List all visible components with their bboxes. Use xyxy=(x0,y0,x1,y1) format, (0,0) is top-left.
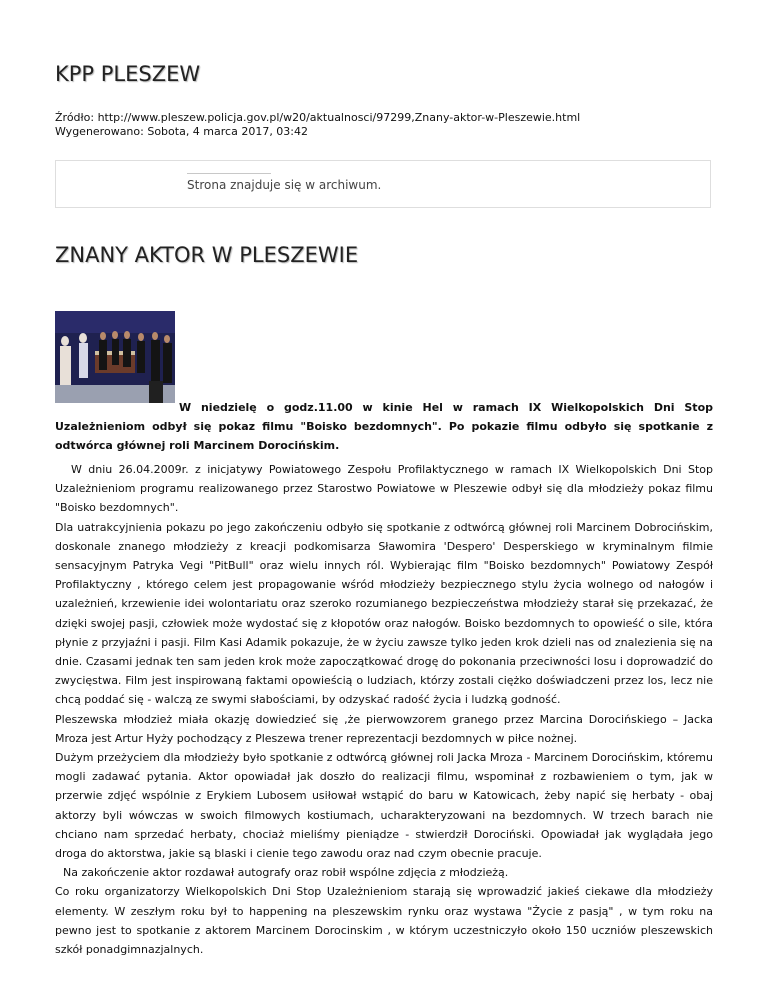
article-lead-text: W niedzielę o godz.11.00 w kinie Hel w ramach IX Wielkopolskich Dni Stop Uzależnieniom odbył się pokaz filmu "Boisko bezdomnych". Po pokazie filmu odbyło się spotkanie z odtwórca głównej roli Marcinem Dorocińskim. xyxy=(55,401,713,452)
article-paragraph: W dniu 26.04.2009r. z inicjatywy Powiatowego Zespołu Profilaktycznego w ramach IX Wielkopolskich Dni Stop Uzależnieniom programu realizowanego przez Starostwo Powiatowe w Pleszewie odbył się dla młodzieży pokaz filmu "Boisko bezdomnych". xyxy=(55,463,713,515)
article-title: ZNANY AKTOR W PLESZEWIE xyxy=(55,243,359,267)
archive-notice-box xyxy=(55,160,711,208)
source-url[interactable]: Źródło: http://www.pleszew.policja.gov.pl/w20/aktualnosci/97299,Znany-aktor-w-Pleszewie.html xyxy=(55,111,581,124)
generated-date: Wygenerowano: Sobota, 4 marca 2017, 03:42 xyxy=(55,125,309,138)
archive-divider xyxy=(187,173,271,174)
article-paragraph: Pleszewska młodzież miała okazję dowiedzieć się ,że pierwowzorem granego przez Marcina Dorocińskiego – Jacka Mroza jest Artur Hyży pochodzący z Pleszewa trener reprezentacji bezdomnych w piłce nożnej. xyxy=(55,712,713,745)
article-paragraph: Co roku organizatorzy Wielkopolskich Dni Stop Uzależnieniom starają się wprowadzić jakieś ciekawe dla młodzieży elementy. W zeszłym roku był to happening na pleszewskim rynku oraz wystawa "Życie z pasją" , w tym roku na pewno jest to spotkanie z aktorem Marcinem Dorocinskim , w którym uczestniczyło około 150 uczniów pleszewskich szkół ponadgimnazjalnych. xyxy=(55,885,713,957)
document-meta xyxy=(55,111,580,139)
site-title: KPP PLESZEW xyxy=(55,62,201,86)
article-lead xyxy=(55,398,713,455)
article-body xyxy=(55,460,713,959)
article-paragraph: Na zakończenie aktor rozdawał autografy oraz robił wspólne zdjęcia z młodzieżą. xyxy=(63,866,509,880)
article-paragraph: Dużym przeżyciem dla młodzieży było spotkanie z odtwórcą głównej roli Jacka Mroza - Marcinem Dorocińskim, któremu mogli zadawać pytania. Aktor opowiadał jak doszło do realizacji filmu, wspominał z rozbawieniem o tym, jak w przerwie zdjęć wspólnie z Erykiem Lubosem usiłował wstąpić do baru w Katowicach, żeby napić się herbaty - obaj aktorzy byli wówczas w swoich filmowych kostiumach, ucharakteryzowani na bezdomnych. W trzech barach nie chciano nam sprzedać herbaty, chociaż mieliśmy pieniądze - stwierdził Dorociński. Opowiadał jak wyglądała jego droga do aktorstwa, jakie są blaski i cienie tego zawodu oraz nad czym obecnie pracuje. xyxy=(55,751,713,861)
archive-notice: Strona znajduje się w archiwum. xyxy=(187,178,382,192)
event-photo-icon xyxy=(55,311,175,403)
article-paragraph: Dla uatrakcyjnienia pokazu po jego zakończeniu odbyło się spotkanie z odtwórcą głównej roli Marcinem Dobrocińskim, doskonale znanego młodzieży z kreacji podkomisarza Sławomira 'Despero' Desperskiego w kryminalnym filmie sensacyjnym Patryka Vegi "PitBull" oraz wielu innych ról. Wybierając film "Boisko bezdomnych" Powiatowy Zespół Profilaktyczny , którego celem jest propagowanie wśród młodzieży bezpiecznego stylu życia wolnego od nałogów i uzależnień, krzewienie idei wolontariatu oraz szeroko rozumianego bezpieczeństwa młodzieży starał się przekazać, że dzięki swojej pasji, człowiek może wydostać się z kłopotów oraz nałogów. Boisko bezdomnych to opowieść o sile, która płynie z przyjaźni i pasji. Film Kasi Adamik pokazuje, że w życiu zawsze tylko jeden krok dzieli nas od znalezienia się na dnie. Czasami jednak ten sam jeden krok może zapoczątkować drogę do pokonania przeciwności losu i doprowadzić do zwycięstwa. Film jest inspirowaną faktami opowieścią o ludziach, którzy zostali ciężko doświadczeni przez los, lecz nie chcą poddać się - walczą ze swymi słabościami, by odzyskać radość życia i ludzką godność. xyxy=(55,520,713,707)
